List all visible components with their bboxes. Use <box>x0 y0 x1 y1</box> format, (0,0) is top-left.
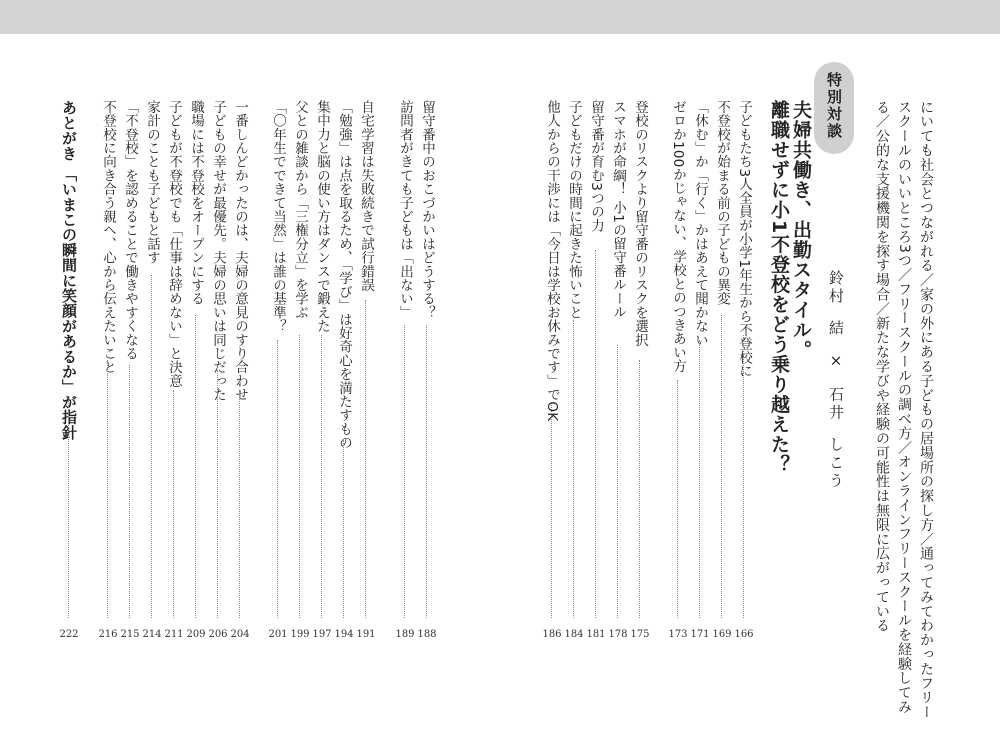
toc-page-number: 199 <box>290 629 310 640</box>
toc-entry[interactable] <box>585 100 607 640</box>
toc-page-number: 188 <box>417 629 437 640</box>
toc-page-number: 178 <box>608 629 628 640</box>
toc-page-number: 209 <box>186 629 206 640</box>
toc-page-number: 204 <box>230 629 250 640</box>
special-authors: 鈴村 結 × 石井 しこう <box>827 270 845 491</box>
toc-leader <box>107 360 108 618</box>
toc-entry[interactable] <box>394 100 416 640</box>
toc-entry[interactable] <box>97 100 119 640</box>
toc-leader <box>743 335 744 618</box>
top-bar <box>0 0 1000 34</box>
toc-page-number: 169 <box>712 629 732 640</box>
toc-page-number: 197 <box>312 629 332 640</box>
toc-leader <box>173 390 174 618</box>
toc-leader <box>404 325 405 618</box>
toc-entry[interactable] <box>667 100 689 640</box>
toc-page-number: 206 <box>208 629 228 640</box>
intro-line-1: にいても社会とつながれる／家の外にある子どもの居場所の探し方／通ってみてわかったフリー <box>918 100 934 720</box>
toc-entry-title: 父との雑談から「三権分立」を学ぶ <box>292 100 308 320</box>
toc-page-number: 191 <box>356 629 376 640</box>
toc-entry[interactable] <box>416 100 438 640</box>
toc-entry-title: 訪問者がきても子どもは「出ない」 <box>397 100 413 320</box>
toc-page-number: 201 <box>268 629 288 640</box>
toc-leader <box>277 340 278 618</box>
toc-leader <box>343 440 344 618</box>
toc-entry-title: 留守番が育む3つの力 <box>588 100 604 233</box>
toc-leader <box>239 390 240 618</box>
toc-leader <box>573 320 574 618</box>
toc-leader <box>195 315 196 618</box>
intro-line-3: る／公的な支援機関を探す場合／新たな学びや経験の可能性は無限に広がっている <box>874 100 890 633</box>
toc-entry[interactable] <box>207 100 229 640</box>
toc-entry[interactable] <box>689 100 711 640</box>
toc-leader <box>426 325 427 618</box>
toc-entry[interactable] <box>311 100 333 640</box>
toc-page-number: 181 <box>586 629 606 640</box>
toc-page-number: 166 <box>734 629 754 640</box>
toc-entry-title: 他人からの干渉には「今日は学校お休みです」でOK <box>544 100 560 422</box>
toc-entry[interactable] <box>229 100 251 640</box>
toc-entry-title: スマホが命綱！ 小1の留守番ルール <box>610 100 626 319</box>
toc-leader <box>129 365 130 618</box>
toc-page-number: 171 <box>690 629 710 640</box>
special-title-line-1: 夫婦共働き、出勤スタイル。 <box>790 100 812 360</box>
toc-entry-title: 「不登校」を認めることで働きやすくなる <box>122 100 138 361</box>
toc-leader <box>551 405 552 618</box>
toc-entry-title: ゼロか100かじゃない、学校とのつきあい方 <box>670 100 686 373</box>
toc-leader <box>68 400 69 618</box>
toc-page-number: 211 <box>164 629 184 640</box>
toc-page-number: 194 <box>334 629 354 640</box>
toc-leader <box>595 250 596 618</box>
toc-entry-title: 子どもが不登校でも「仕事は辞めない」と決意 <box>166 100 182 388</box>
toc-page-number: 189 <box>395 629 415 640</box>
toc-entry[interactable] <box>629 100 651 640</box>
toc-leader <box>639 360 640 618</box>
toc-page-number: 214 <box>142 629 162 640</box>
toc-entry-title: あとがき 「いまこの瞬間に笑顔があるか」が指針 <box>60 100 78 440</box>
toc-entry[interactable] <box>733 100 755 640</box>
toc-leader <box>721 315 722 618</box>
toc-entry-title: 子どもだけの時間に起きた怖いこと <box>566 100 582 320</box>
toc-entry[interactable] <box>333 100 355 640</box>
toc-page-number: 186 <box>542 629 562 640</box>
toc-entry-title: 職場には不登校をオープンにする <box>188 100 204 306</box>
toc-entry[interactable] <box>185 100 207 640</box>
toc-entry[interactable] <box>355 100 377 640</box>
toc-entry-title: 「休む」か「行く」かはあえて聞かない <box>692 100 708 347</box>
toc-entry[interactable] <box>119 100 141 640</box>
toc-entry-title: 不登校が始まる前の子どもの異変 <box>714 100 730 306</box>
toc-entry-title: 登校のリスクより留守番のリスクを選択 <box>632 100 648 347</box>
special-badge-label: 特別対談 <box>825 72 843 140</box>
toc-entry[interactable] <box>289 100 311 640</box>
toc-entry[interactable] <box>141 100 163 640</box>
toc-leader <box>321 335 322 618</box>
toc-entry-afterword[interactable] <box>58 100 80 640</box>
toc-page-number: 184 <box>564 629 584 640</box>
toc-leader <box>151 275 152 618</box>
toc-entry[interactable] <box>607 100 629 640</box>
toc-entry-title: 集中力と脳の使い方はダンスで鍛えた <box>314 100 330 333</box>
toc-page-number: 216 <box>98 629 118 640</box>
toc-entry-title: 「〇年生でできて当然」は誰の基準？ <box>270 100 286 333</box>
toc-page-number: 215 <box>120 629 140 640</box>
toc-entry-title: 一番しんどかったのは、夫婦の意見のすり合わせ <box>232 100 248 402</box>
toc-leader <box>699 340 700 618</box>
toc-entry-title: 子どもたち3人全員が小学1年生から不登校に <box>736 100 752 378</box>
toc-entry[interactable] <box>541 100 563 640</box>
toc-leader <box>365 300 366 618</box>
toc-entry[interactable] <box>563 100 585 640</box>
toc-leader <box>617 345 618 618</box>
intro-line-2: スクールのいいところ3つ／フリースクールの調べ方／オンラインフリースクールを経験してみ <box>896 100 912 715</box>
toc-leader <box>677 380 678 618</box>
toc-entry-title: 家計のことも子どもと話す <box>144 100 160 265</box>
toc-entry[interactable] <box>163 100 185 640</box>
special-badge <box>814 62 854 154</box>
toc-entry-title: 子どもの幸せが最優先。夫婦の思いは同じだった <box>210 100 226 402</box>
toc-page-number: 222 <box>59 629 79 640</box>
special-title-line-2: 離職せずに小1不登校をどう乗り越えた？ <box>768 100 790 475</box>
toc-entry[interactable] <box>711 100 733 640</box>
toc-leader <box>217 370 218 618</box>
toc-leader <box>299 335 300 618</box>
toc-page-number: 175 <box>630 629 650 640</box>
toc-page-number: 173 <box>668 629 688 640</box>
toc-entry-title: 「勉強」は点を取るため、「学び」は好奇心を満たすもの <box>336 100 352 450</box>
toc-entry-title: 留守番中のおこづかいはどうする？ <box>419 100 435 320</box>
toc-entry[interactable] <box>267 100 289 640</box>
toc-entry-title: 不登校に向き合う親へ、心から伝えたいこと <box>100 100 116 374</box>
toc-entry-title: 自宅学習は失敗続きで試行錯誤 <box>358 100 374 292</box>
